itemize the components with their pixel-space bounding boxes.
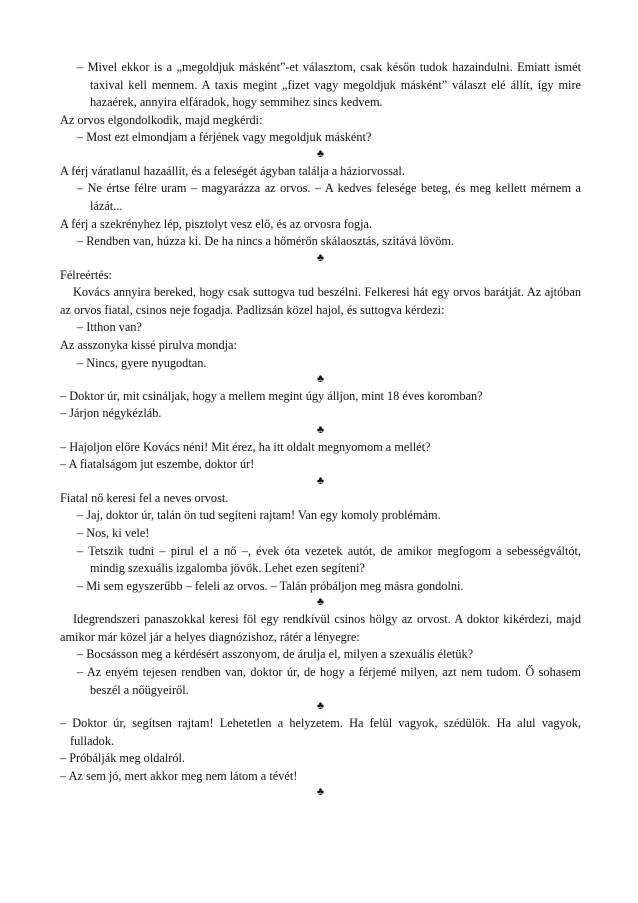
- club-separator: ♣: [316, 147, 325, 160]
- paragraph: Az asszonyka kissé pirulva mondja:: [60, 337, 237, 352]
- indented-paragraph: Idegrendszeri panaszokkal keresi föl egy rendkívül csinos hölgy az orvost. A doktor kikérdezi, majd amikor már közel jár a helyes diagnózishoz, rátér a lényegre:: [60, 612, 581, 644]
- dialogue-line: – Doktor úr, mit csináljak, hogy a mellem megint úgy álljon, mint 18 éves koromban?: [60, 388, 483, 403]
- club-separator: ♣: [316, 475, 325, 488]
- club-separator: ♣: [316, 596, 325, 609]
- dialogue-line: – Doktor úr, segítsen rajtam! Lehetetlen a helyzetem. Ha felül vagyok, szédülök. Ha alul vagyok, fulladok.: [60, 715, 581, 748]
- paragraph: A férj váratlanul hazaállít, és a feleségét ágyban találja a háziorvossal.: [60, 163, 405, 178]
- paragraph: Fiatal nő keresi fel a neves orvost.: [60, 490, 229, 505]
- club-separator: ♣: [316, 424, 325, 437]
- club-separator: ♣: [316, 700, 325, 713]
- dialogue-line: – Az enyém tejesen rendben van, doktor úr, de hogy a férjemé milyen, azt nem tudom. Ő sohasem beszél a nőügyeiről.: [77, 665, 581, 697]
- club-separator: ♣: [316, 251, 325, 264]
- dialogue-line: – Bocsásson meg a kérdésért asszonyom, de árulja el, milyen a szexuális életük?: [77, 647, 474, 662]
- paragraph: Félreértés:: [60, 267, 112, 282]
- dialogue-line: – Próbálják meg oldalról.: [60, 751, 185, 766]
- dialogue-line: – Nincs, gyere nyugodtan.: [77, 355, 207, 370]
- dialogue-line: – Tetszik tudni – pirul el a nő –, évek óta vezetek autót, de amikor megfogom a sebességváltót, mindig szexuális izgalomba jövök. Lehet ezen segíteni?: [77, 543, 581, 576]
- document-page: [60, 59, 581, 801]
- club-separator: ♣: [316, 373, 325, 386]
- paragraph: A férj a szekrényhez lép, pisztolyt vesz elő, és az orvosra fogja.: [60, 216, 373, 231]
- dialogue-line: – Nos, ki vele!: [77, 526, 150, 541]
- dialogue-line: – Ne értse félre uram – magyarázza az orvos. – A kedves felesége beteg, és meg kellett mérnem a lázát...: [77, 181, 581, 213]
- dialogue-line: – Rendben van, húzza ki. De ha nincs a hőmérőn skálaosztás, szitává lövöm.: [77, 234, 454, 249]
- dialogue-line: – Járjon négykézláb.: [60, 406, 162, 421]
- club-separator: ♣: [316, 786, 325, 799]
- dialogue-line: – Mivel ekkor is a „megoldjuk másként”-et választom, csak későn tudok hazaindulni. Emiatt ismét taxival kell mennem. A taxis megint „fizet vagy megoldjuk másként” választ elé állít, így mire hazaérek, annyira elfáradok, hogy semmihez sincs kedvem.: [77, 60, 581, 110]
- dialogue-line: – Az sem jó, mert akkor meg nem látom a tévét!: [60, 768, 298, 783]
- dialogue-line: – Itthon van?: [77, 320, 142, 335]
- dialogue-line: – Most ezt elmondjam a férjének vagy megoldjuk másként?: [77, 130, 372, 145]
- paragraph: Az orvos elgondolkodik, majd megkérdi:: [60, 112, 263, 127]
- dialogue-line: – Mi sem egyszerűbb – feleli az orvos. – Talán próbáljon meg másra gondolni.: [77, 578, 464, 593]
- dialogue-line: – A fiatalságom jut eszembe, doktor úr!: [60, 457, 255, 472]
- dialogue-line: – Jaj, doktor úr, talán ön tud segíteni rajtam! Van egy komoly problémám.: [77, 508, 441, 523]
- dialogue-line: – Hajoljon előre Kovács néni! Mit érez, ha itt oldalt megnyomom a mellét?: [60, 439, 431, 454]
- indented-paragraph: Kovács annyira bereked, hogy csak suttogva tud beszélni. Felkeresi hát egy orvos barátját. Az ajtóban az orvos fiatal, csinos neje fogadja. Padlizsán közel hajol, és suttogva kérdezi:: [60, 285, 581, 317]
